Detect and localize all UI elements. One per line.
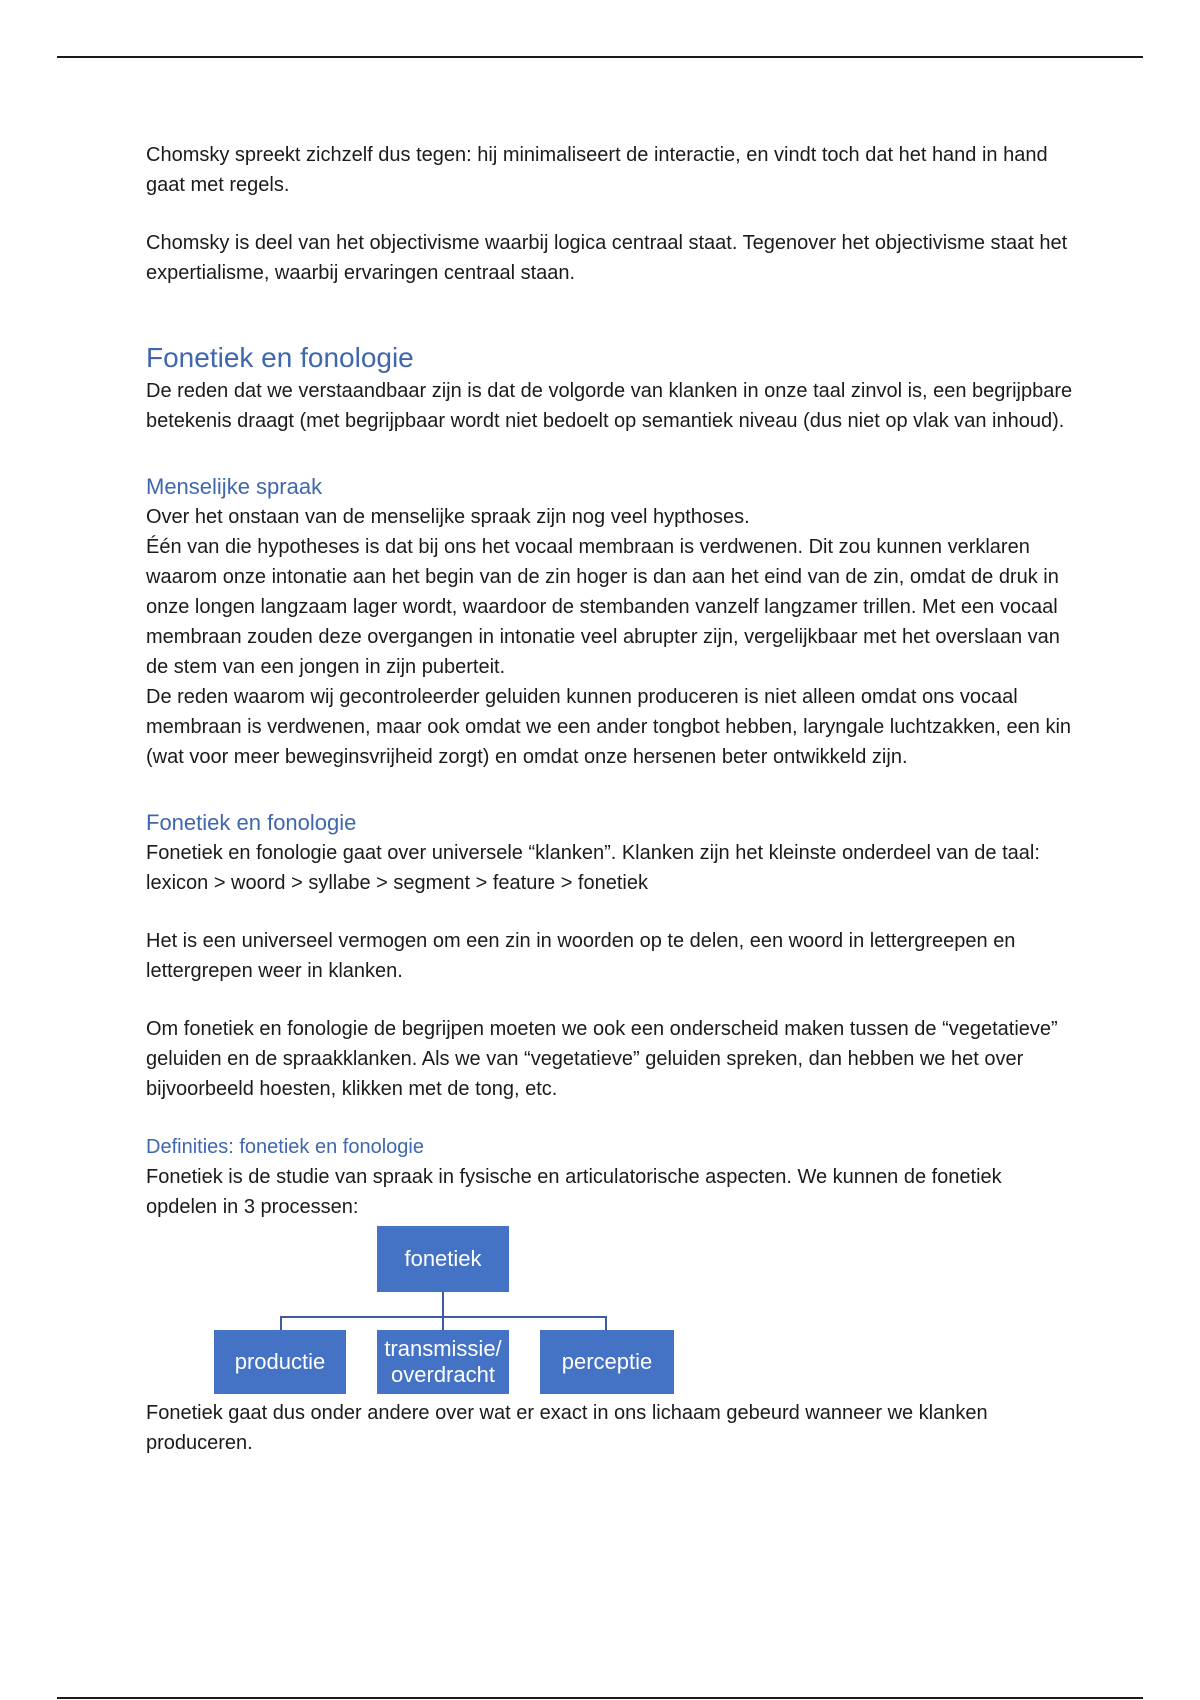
subheading-menselijke-spraak: Menselijke spraak — [146, 474, 323, 499]
definities-paragraph-1: Fonetiek is de studie van spraak in fysische en articulatorische aspecten. We kunnen de fonetiek opdelen in 3 processen: — [146, 1166, 1002, 1218]
fonetiek-hierarchy-diagram — [146, 1222, 1076, 1390]
diagram-child-perceptie: perceptie — [540, 1330, 674, 1394]
diagram-connector-left — [280, 1316, 282, 1330]
spraak-paragraph-2: De reden waarom wij gecontroleerder geluiden kunnen produceren is niet alleen omdat ons vocaal membraan is verdwenen, maar ook omdat we een ander tongbot hebben, laryngale luchtzakken, een kin (wat voor meer beweginsvrijheid zorgt) en omdat onze hersenen beter ontwikkeld zijn. — [146, 686, 1072, 768]
section-heading-fonetiek: Fonetiek en fonologie — [146, 342, 414, 373]
section-intro-paragraph: De reden dat we verstaandbaar zijn is dat de volgorde van klanken in onze taal zinvol is, een begrijpbare betekenis draagt (met begrijpbaar wordt niet bedoelt op semantiek niveau (dus niet op vlak van inhoud). — [146, 380, 1073, 432]
intro-paragraph-1: Chomsky spreekt zichzelf dus tegen: hij minimaliseert de interactie, en vindt toch dat het hand in hand gaat met regels. — [146, 144, 1048, 196]
spraak-paragraph-1: Één van die hypotheses is dat bij ons het vocaal membraan is verdwenen. Dit zou kunnen verklaren waarom onze intonatie aan het begin van de zin hoger is dan aan het eind van de zin, omdat de druk in onze longen langzaam lager wordt, waardoor de stembanden vanzelf langzamer trillen. Met een vocaal membraan zouden deze overgangen in intonatie veel abrupter zijn, vergelijkbaar met het overslaan van de stem van een jongen in zijn puberteit. — [146, 536, 1060, 678]
intro-paragraph-2: Chomsky is deel van het objectivisme waarbij logica centraal staat. Tegenover het objectivisme staat het expertialisme, waarbij ervaringen centraal staan. — [146, 232, 1068, 284]
diagram-connector-middle — [442, 1316, 444, 1330]
spraak-line-1: Over het onstaan van de menselijke spraak zijn nog veel hypthoses. — [146, 506, 750, 528]
subheading-definities: Definities: fonetiek en fonologie — [146, 1136, 424, 1158]
diagram-root-box: fonetiek — [377, 1226, 509, 1292]
fonologie-paragraph-1: Fonetiek en fonologie gaat over universele “klanken”. Klanken zijn het kleinste onderdeel van de taal: lexicon > woord > syllabe > segment > feature > fonetiek — [146, 842, 1040, 894]
fonologie-paragraph-3: Om fonetiek en fonologie de begrijpen moeten we ook een onderscheid maken tussen de “vegetatieve” geluiden en de spraakklanken. Als we van “vegetatieve” geluiden spreken, dan hebben we het over bijvoorbeeld hoesten, klikken met de tong, etc. — [146, 1018, 1058, 1100]
definities-closing-paragraph: Fonetiek gaat dus onder andere over wat er exact in ons lichaam gebeurd wanneer we klanken produceren. — [146, 1402, 988, 1454]
subheading-fonetiek-fonologie: Fonetiek en fonologie — [146, 810, 357, 835]
diagram-child-transmissie: transmissie/ overdracht — [377, 1330, 509, 1394]
diagram-connector-right — [605, 1316, 607, 1330]
diagram-child-productie: productie — [214, 1330, 346, 1394]
diagram-connector-stem — [442, 1292, 444, 1317]
footer-rule — [57, 1697, 1143, 1699]
fonologie-paragraph-2: Het is een universeel vermogen om een zin in woorden op te delen, een woord in lettergreepen en lettergrepen weer in klanken. — [146, 930, 1016, 982]
document-body — [146, 140, 1076, 1458]
header-rule — [57, 56, 1143, 58]
